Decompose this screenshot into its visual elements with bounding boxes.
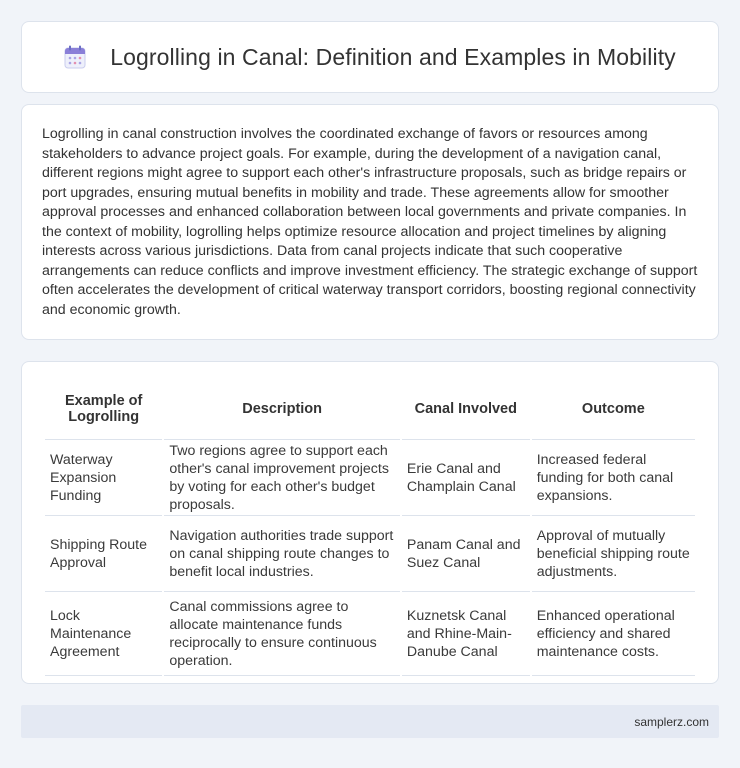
cell-outcome: Increased federal funding for both canal expansions. xyxy=(532,440,695,516)
cell-canal: Erie Canal and Champlain Canal xyxy=(402,440,530,516)
examples-table xyxy=(43,378,697,676)
table-header-row xyxy=(45,378,695,440)
header-description: Description xyxy=(164,378,400,440)
cell-description: Two regions agree to support each other's canal improvement projects by voting for each other's budget proposals. xyxy=(164,440,400,516)
cell-outcome: Enhanced operational efficiency and shared maintenance costs. xyxy=(532,592,695,676)
header-example: Example of Logrolling xyxy=(45,378,162,440)
cell-description: Navigation authorities trade support on canal shipping route changes to benefit local industries. xyxy=(164,516,400,592)
cell-canal: Kuznetsk Canal and Rhine-Main-Danube Canal xyxy=(402,592,530,676)
header-outcome: Outcome xyxy=(532,378,695,440)
intro-card xyxy=(21,104,719,340)
footer-bar xyxy=(21,705,719,738)
cell-example: Shipping Route Approval xyxy=(45,516,162,592)
page-title: Logrolling in Canal: Definition and Examples in Mobility xyxy=(110,43,676,70)
cell-example: Waterway Expansion Funding xyxy=(45,440,162,516)
header-canal: Canal Involved xyxy=(402,378,530,440)
title-row xyxy=(64,44,676,71)
cell-example: Lock Maintenance Agreement xyxy=(45,592,162,676)
cell-outcome: Approval of mutually beneficial shipping route adjustments. xyxy=(532,516,695,592)
title-card xyxy=(21,21,719,93)
examples-table-card xyxy=(21,361,719,684)
table-row xyxy=(45,592,695,676)
table-row xyxy=(45,440,695,516)
cell-canal: Panam Canal and Suez Canal xyxy=(402,516,530,592)
cell-description: Canal commissions agree to allocate maintenance funds reciprocally to ensure continuous operation. xyxy=(164,592,400,676)
intro-paragraph: Logrolling in canal construction involves the coordinated exchange of favors or resources among stakeholders to advance project goals. For example, during the development of a navigation canal, different regions might agree to support each other's infrastructure proposals, such as bridge repairs or port upgrades, ensuring mutual benefits in mobility and trade. These agreements allow for smoother approval processes and enhanced collaboration between local governments and private companies. In the context of mobility, logrolling helps optimize resource allocation and project timelines by aligning interests across various jurisdictions. Data from canal projects indicate that such cooperative arrangements can reduce conflicts and improve investment efficiency. The strategic exchange of support often accelerates the development of critical waterway transport corridors, boosting regional connectivity and economic growth. xyxy=(42,126,698,318)
calendar-icon xyxy=(64,45,86,69)
source-link[interactable]: samplerz.com xyxy=(634,714,709,729)
table-row xyxy=(45,516,695,592)
